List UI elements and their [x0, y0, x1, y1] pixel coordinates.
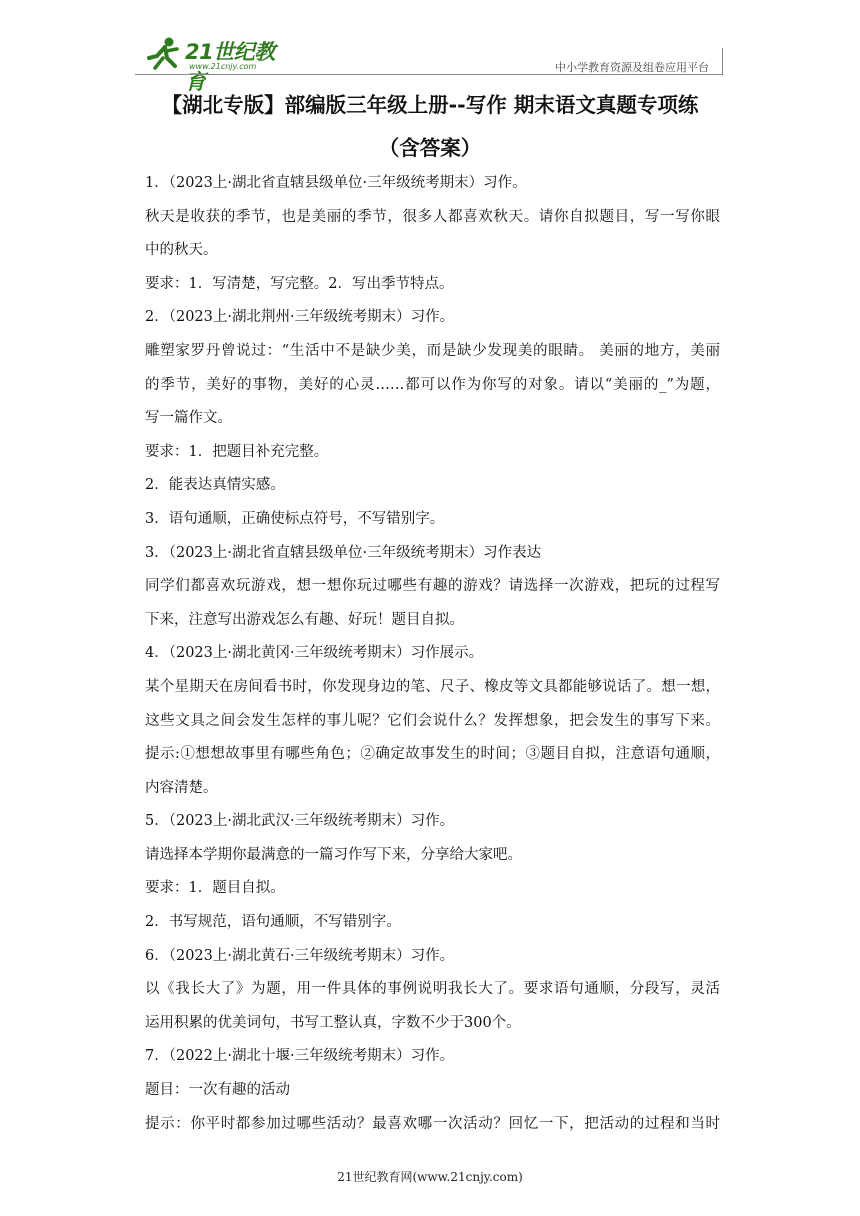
paragraph-line: 写一篇作文。 — [145, 410, 232, 427]
topic-line: 题目：一次有趣的活动 — [145, 1082, 290, 1099]
header-divider — [135, 74, 723, 75]
question-heading: 5．（2023上·湖北武汉·三年级统考期末）习作。 — [145, 813, 455, 830]
question-heading: 2．（2023上·湖北荆州·三年级统考期末）习作。 — [145, 309, 455, 326]
platform-tagline: 中小学教育资源及组卷应用平台 — [555, 61, 709, 74]
requirement-line: 2．书写规范，语句通顺，不写错别字。 — [145, 914, 401, 931]
page-header — [135, 22, 723, 94]
question-heading: 4．（2023上·湖北黄冈·三年级统考期末）习作展示。 — [145, 645, 484, 662]
paragraph-line: 以《我长大了》为题，用一件具体的事例说明我长大了。要求语句通顺，分段写，灵活 — [145, 981, 720, 998]
paragraph-line: 秋天是收获的季节，也是美丽的季节，很多人都喜欢秋天。请你自拟题目，写一写你眼 — [145, 208, 720, 225]
paragraph-line: 某个星期天在房间看书时，你发现身边的笔、尺子、橡皮等文具都能够说话了。想一想， — [145, 678, 720, 695]
paragraph-line: 同学们都喜欢玩游戏，想一想你玩过哪些有趣的游戏？请选择一次游戏，把玩的过程写 — [145, 578, 720, 595]
requirement-line: 3．语句通顺，正确使标点符号，不写错别字。 — [145, 510, 445, 527]
document-subtitle: （含答案） — [378, 136, 482, 160]
runner-logo-icon — [145, 36, 183, 72]
requirement-line: 要求：1．把题目补充完整。 — [145, 443, 329, 460]
paragraph-line: 这些文具之间会发生怎样的事儿呢？它们会说什么？发挥想象，把会发生的事写下来。 — [145, 712, 720, 729]
hint-line: 提示:①想想故事里有哪些角色；②确定故事发生的时间；③题目自拟，注意语句通顺， — [145, 746, 720, 763]
hint-line: 内容清楚。 — [145, 779, 218, 796]
logo-text: 21世纪教育 — [185, 40, 275, 94]
paragraph-line: 雕塑家罗丹曾说过：“生活中不是缺少美，而是缺少发现美的眼睛。 美丽的地方，美丽 — [145, 342, 720, 359]
paragraph-line: 请选择本学期你最满意的一篇习作写下来，分享给大家吧。 — [145, 846, 522, 863]
requirement-line: 要求：1．题目自拟。 — [145, 880, 285, 897]
requirement-line: 要求：1．写清楚，写完整。2．写出季节特点。 — [145, 275, 454, 292]
question-heading: 6．（2023上·湖北黄石·三年级统考期末）习作。 — [145, 947, 455, 964]
header-divider-vertical — [722, 48, 723, 74]
question-heading: 7．（2022上·湖北十堰·三年级统考期末）习作。 — [145, 1048, 455, 1065]
page-footer: 21世纪教育网(www.21cnjy.com) — [337, 1170, 523, 1184]
paragraph-line: 的季节，美好的事物，美好的心灵……都可以作为你写的对象。请以“美丽的_”为题， — [145, 376, 720, 393]
paragraph-line: 运用积累的优美词句，书写工整认真，字数不少于300个。 — [145, 1014, 521, 1031]
document-title: 【湖北专版】部编版三年级上册--写作 期末语文真题专项练 — [161, 93, 699, 117]
question-heading: 3．（2023上·湖北省直辖县级单位·三年级统考期末）习作表达 — [145, 544, 542, 561]
paragraph-line: 中的秋天。 — [145, 242, 218, 259]
paragraph-line: 下来，注意写出游戏怎么有趣、好玩！题目自拟。 — [145, 611, 464, 628]
question-heading: 1．（2023上·湖北省直辖县级单位·三年级统考期末）习作。 — [145, 175, 527, 191]
hint-line: 提示：你平时都参加过哪些活动？最喜欢哪一次活动？回忆一下，把活动的过程和当时 — [145, 1115, 720, 1132]
site-logo — [145, 34, 295, 94]
logo-url: www.21cnjy.com — [189, 62, 257, 71]
requirement-line: 2．能表达真情实感。 — [145, 477, 285, 494]
document-body — [145, 170, 720, 1144]
